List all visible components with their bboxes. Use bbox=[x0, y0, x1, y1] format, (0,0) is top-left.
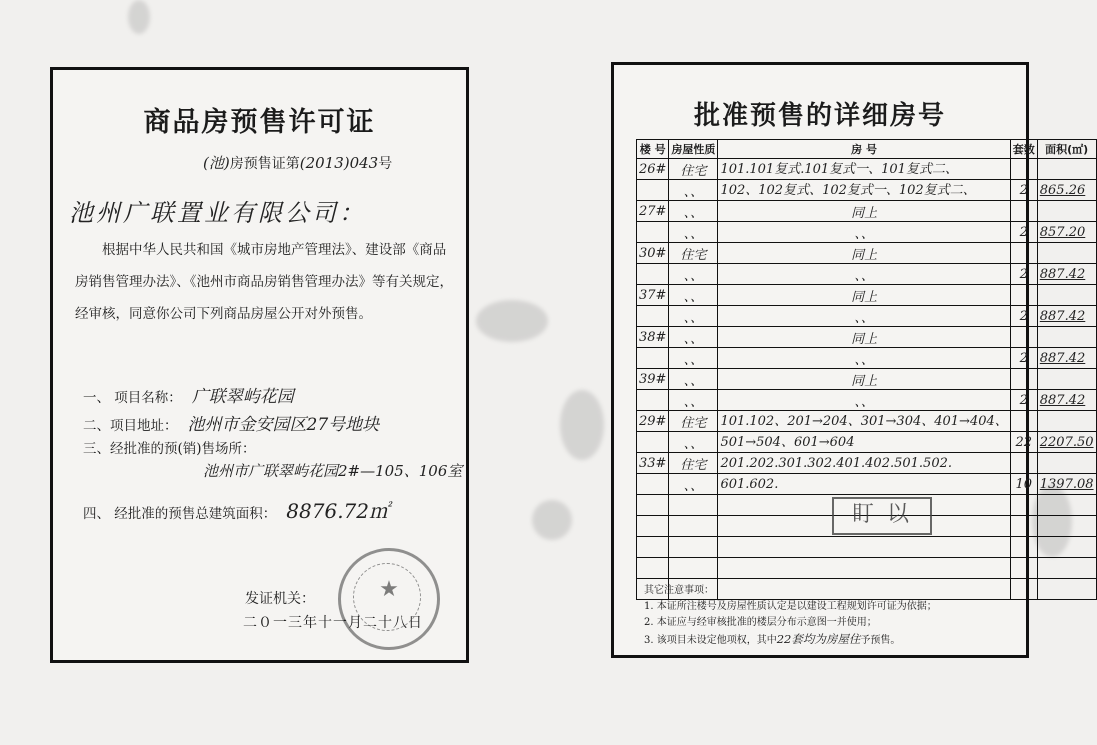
building-cell: 38# bbox=[637, 327, 669, 348]
building-cell: 39# bbox=[637, 369, 669, 390]
building-cell: 26# bbox=[637, 159, 669, 180]
type-cell: 住宅 bbox=[669, 159, 718, 180]
table-row bbox=[637, 558, 1097, 579]
room-cell: 102、102复式、102复式一、102复式二、 bbox=[718, 180, 1010, 201]
sales-place-value: 池州市广联翠屿花园2#—105、106室 bbox=[203, 462, 463, 480]
type-cell bbox=[669, 537, 718, 558]
building-cell: 33# bbox=[637, 453, 669, 474]
table-row bbox=[637, 411, 1097, 432]
table-row bbox=[637, 222, 1097, 243]
count-cell bbox=[1010, 558, 1037, 579]
permit-title: 商品房预售许可证 bbox=[143, 107, 376, 138]
table-row bbox=[637, 537, 1097, 558]
table-row bbox=[637, 243, 1097, 264]
detail-title: 批准预售的详细房号 bbox=[693, 101, 946, 131]
count-cell bbox=[1010, 411, 1037, 432]
item-label: 四、 经批准的预售总建筑面积： bbox=[83, 506, 277, 522]
table-row bbox=[637, 201, 1097, 222]
area-cell bbox=[1037, 411, 1096, 432]
count-cell bbox=[1010, 537, 1037, 558]
table-row bbox=[637, 474, 1097, 495]
type-cell bbox=[669, 558, 718, 579]
room-cell: 、、 bbox=[718, 390, 1010, 411]
count-cell: 2 bbox=[1010, 180, 1037, 201]
room-cell: 同上 bbox=[718, 369, 1010, 390]
cert-suffix: 号 bbox=[378, 156, 393, 172]
type-cell: 、、 bbox=[669, 180, 718, 201]
presale-permit-panel bbox=[50, 67, 469, 663]
note-2: 2. 本证应与经审核批准的楼层分布示意图一并使用； bbox=[644, 617, 877, 628]
room-cell: 501→504、601→604 bbox=[718, 432, 1010, 453]
room-cell: 同上 bbox=[718, 327, 1010, 348]
count-cell: 2 bbox=[1010, 306, 1037, 327]
area-cell bbox=[1037, 579, 1096, 600]
col-type: 房屋性质 bbox=[669, 140, 718, 159]
item-sales-place bbox=[83, 437, 256, 457]
room-cell: 、、 bbox=[718, 348, 1010, 369]
building-cell bbox=[637, 432, 669, 453]
count-cell: 10 bbox=[1010, 474, 1037, 495]
room-cell: 、、 bbox=[718, 222, 1010, 243]
count-cell: 2 bbox=[1010, 390, 1037, 411]
type-cell: 、、 bbox=[669, 306, 718, 327]
note-3 bbox=[644, 631, 1014, 649]
note-3-end: 予预售。 bbox=[860, 635, 901, 646]
count-cell: 2 bbox=[1010, 222, 1037, 243]
official-seal bbox=[338, 548, 440, 650]
area-cell bbox=[1037, 369, 1096, 390]
type-cell: 住宅 bbox=[669, 453, 718, 474]
building-cell: 29# bbox=[637, 411, 669, 432]
count-cell: 2 bbox=[1010, 264, 1037, 285]
count-cell: 2 bbox=[1010, 348, 1037, 369]
area-cell: 887.42 bbox=[1037, 390, 1096, 411]
area-cell bbox=[1037, 243, 1096, 264]
room-cell: 同上 bbox=[718, 285, 1010, 306]
table-row bbox=[637, 285, 1097, 306]
seal-star-icon: ★ bbox=[379, 577, 399, 602]
area-cell bbox=[1037, 537, 1096, 558]
building-cell: 30# bbox=[637, 243, 669, 264]
item-label: 二、项目地址： bbox=[83, 418, 178, 434]
building-cell bbox=[637, 348, 669, 369]
table-header-row bbox=[637, 140, 1097, 159]
type-cell: 住宅 bbox=[669, 411, 718, 432]
cert-number: (2013)043 bbox=[299, 154, 379, 172]
col-building: 楼 号 bbox=[637, 140, 669, 159]
type-cell: 住宅 bbox=[669, 243, 718, 264]
table-row bbox=[637, 306, 1097, 327]
area-cell: 887.42 bbox=[1037, 348, 1096, 369]
cert-prefix: (池) bbox=[203, 154, 230, 172]
room-cell: 601.602. bbox=[718, 474, 1010, 495]
item-value: 广联翠屿花园 bbox=[191, 387, 294, 407]
type-cell: 、、 bbox=[669, 222, 718, 243]
area-cell: 2207.50 bbox=[1037, 432, 1096, 453]
count-cell bbox=[1010, 243, 1037, 264]
issuer-label: 发证机关： bbox=[245, 591, 315, 607]
count-cell bbox=[1010, 453, 1037, 474]
table-row bbox=[637, 327, 1097, 348]
type-cell: 、、 bbox=[669, 327, 718, 348]
room-cell: 101.102、201→204、301→304、401→404、 bbox=[718, 411, 1010, 432]
item-value: 池州市金安园区27号地块 bbox=[187, 415, 380, 435]
area-cell: 865.26 bbox=[1037, 180, 1096, 201]
building-cell: 37# bbox=[637, 285, 669, 306]
type-cell bbox=[669, 516, 718, 537]
room-cell bbox=[718, 558, 1010, 579]
table-row bbox=[637, 390, 1097, 411]
area-cell: 857.20 bbox=[1037, 222, 1096, 243]
col-area: 面积(㎡) bbox=[1037, 140, 1096, 159]
area-cell bbox=[1037, 516, 1096, 537]
count-cell bbox=[1010, 579, 1037, 600]
room-cell: 、、 bbox=[718, 306, 1010, 327]
area-cell bbox=[1037, 201, 1096, 222]
room-cell bbox=[718, 537, 1010, 558]
table-row bbox=[637, 348, 1097, 369]
area-cell: 887.42 bbox=[1037, 306, 1096, 327]
item-total-area bbox=[83, 495, 389, 524]
item-label: 一、 项目名称： bbox=[83, 390, 182, 406]
area-cell: 1397.08 bbox=[1037, 474, 1096, 495]
notes-title: 其它注意事项： bbox=[644, 585, 714, 596]
area-cell: 887.42 bbox=[1037, 264, 1096, 285]
building-cell bbox=[637, 222, 669, 243]
count-cell bbox=[1010, 285, 1037, 306]
building-cell: 27# bbox=[637, 201, 669, 222]
type-cell bbox=[669, 495, 718, 516]
type-cell: 、、 bbox=[669, 369, 718, 390]
item-label: 三、经批准的预(销)售场所： bbox=[83, 441, 256, 457]
notes-section bbox=[644, 583, 1014, 649]
count-cell bbox=[1010, 327, 1037, 348]
area-cell bbox=[1037, 327, 1096, 348]
room-detail-panel bbox=[611, 62, 1094, 658]
note-1: 1. 本证所注楼号及房屋性质认定是以建设工程规划许可证为依据； bbox=[644, 601, 937, 612]
table-row bbox=[637, 369, 1097, 390]
note-3-hand: 22套均为房屋住 bbox=[776, 632, 861, 646]
item-project-address bbox=[83, 410, 379, 435]
issue-date: 二０一三年十一月二十八日 bbox=[243, 615, 423, 631]
approval-stamp: 盯 以 bbox=[832, 497, 932, 535]
room-cell: 同上 bbox=[718, 243, 1010, 264]
building-cell bbox=[637, 495, 669, 516]
count-cell: 22 bbox=[1010, 432, 1037, 453]
count-cell bbox=[1010, 495, 1037, 516]
permit-body-text: 根据中华人民共和国《城市房地产管理法》、建设部《商品房销售管理办法》、《池州市商品房销售管理办法》等有关规定，经审核，同意你公司下列商品房屋公开对外预售。 bbox=[75, 242, 453, 322]
building-cell bbox=[637, 180, 669, 201]
item-value: 8876.72㎡ bbox=[286, 499, 390, 523]
type-cell: 、、 bbox=[669, 285, 718, 306]
building-cell bbox=[637, 537, 669, 558]
table-row bbox=[637, 432, 1097, 453]
room-cell: 同上 bbox=[718, 201, 1010, 222]
area-cell bbox=[1037, 285, 1096, 306]
note-3-text: 3. 该项目未设定他项权，其中 bbox=[644, 635, 777, 646]
type-cell: 、、 bbox=[669, 432, 718, 453]
company-name: 池州广联置业有限公司： bbox=[69, 199, 366, 227]
type-cell: 、、 bbox=[669, 201, 718, 222]
type-cell: 、、 bbox=[669, 390, 718, 411]
count-cell bbox=[1010, 201, 1037, 222]
item-project-name bbox=[83, 382, 294, 407]
count-cell bbox=[1010, 516, 1037, 537]
area-cell bbox=[1037, 495, 1096, 516]
building-cell bbox=[637, 474, 669, 495]
table-row bbox=[637, 453, 1097, 474]
table-row bbox=[637, 264, 1097, 285]
area-cell bbox=[1037, 453, 1096, 474]
type-cell: 、、 bbox=[669, 474, 718, 495]
cert-mid: 房预售证第 bbox=[229, 156, 300, 172]
building-cell bbox=[637, 516, 669, 537]
table-row bbox=[637, 180, 1097, 201]
count-cell bbox=[1010, 159, 1037, 180]
building-cell bbox=[637, 390, 669, 411]
certificate-number bbox=[203, 152, 392, 173]
col-count: 套数 bbox=[1010, 140, 1037, 159]
table-row bbox=[637, 159, 1097, 180]
area-cell bbox=[1037, 558, 1096, 579]
count-cell bbox=[1010, 369, 1037, 390]
area-cell bbox=[1037, 159, 1096, 180]
col-room: 房 号 bbox=[718, 140, 1010, 159]
type-cell: 、、 bbox=[669, 348, 718, 369]
room-cell: 、、 bbox=[718, 264, 1010, 285]
building-cell bbox=[637, 264, 669, 285]
room-cell: 201.202.301.302.401.402.501.502. bbox=[718, 453, 1010, 474]
building-cell bbox=[637, 558, 669, 579]
type-cell: 、、 bbox=[669, 264, 718, 285]
room-cell: 101.101复式.101复式一、101复式二、 bbox=[718, 159, 1010, 180]
building-cell bbox=[637, 306, 669, 327]
